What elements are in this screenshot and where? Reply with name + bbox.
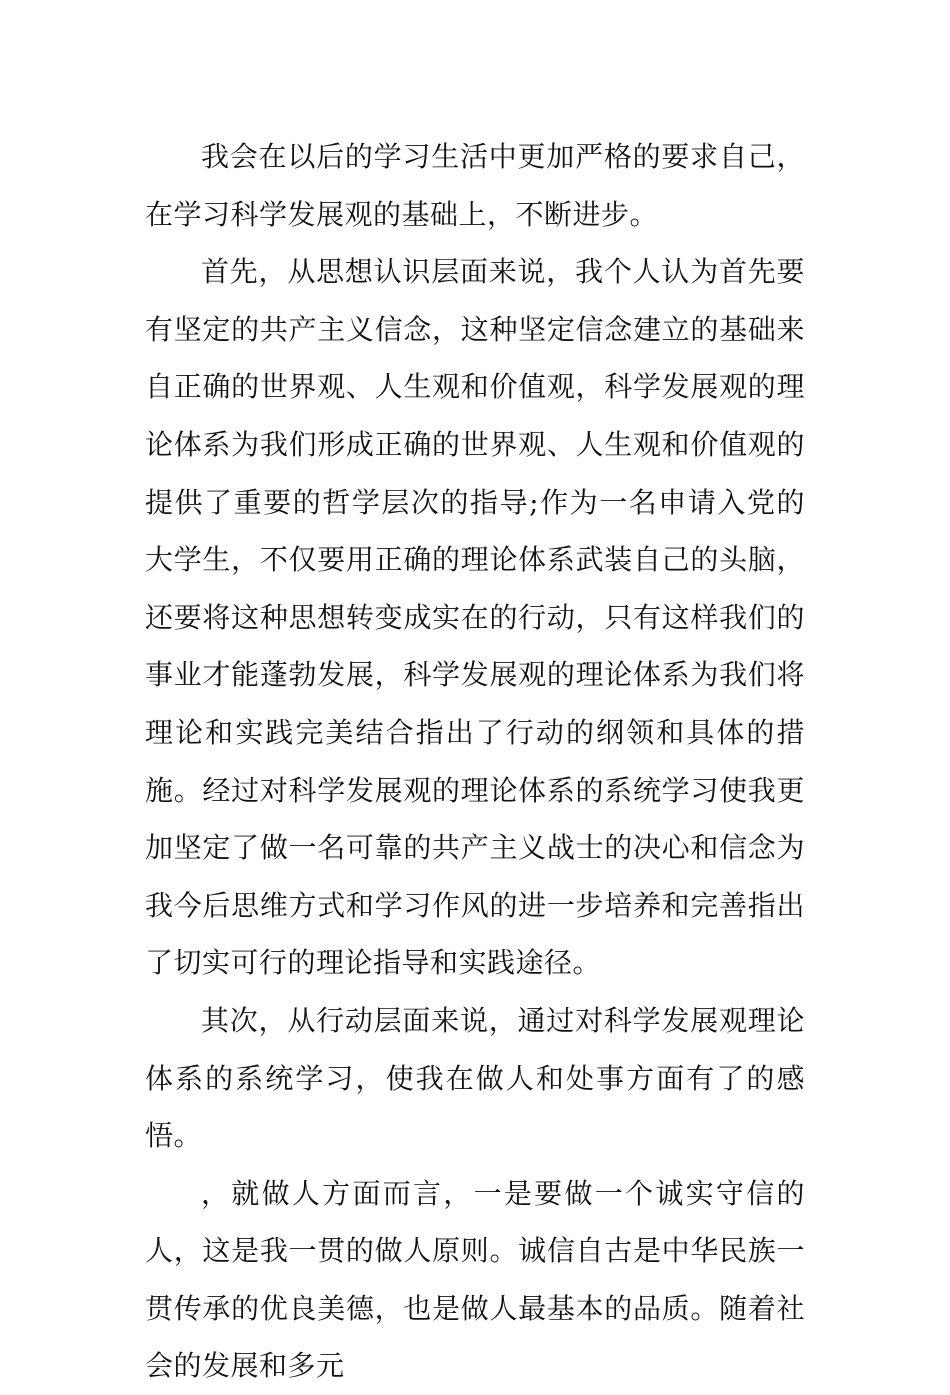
paragraph-1: 我会在以后的学习生活中更加严格的要求自己，在学习科学发展观的基础上，不断进步。 <box>145 140 805 231</box>
paragraph-2: 首先，从思想认识层面来说，我个人认为首先要有坚定的共产主义信念，这种坚定信念建立的基础来自正确的世界观、人生观和价值观，科学发展观的理论体系为我们形成正确的世界观、人生观和价值观的提供了重要的哲学层次的指导;作为一名申请入党的大学生，不仅要用正确的理论体系武装自己的头脑，还要将这种思想转变成实在的行动，只有这样我们的事业才能蓬勃发展，科学发展观的理论体系为我们将理论和实践完美结合指出了行动的纲领和具体的措施。经过对科学发展观的理论体系的系统学习使我更加坚定了做一名可靠的共产主义战士的决心和信念为我今后思维方式和学习作风的进一步培养和完善指出了切实可行的理论指导和实践途径。 <box>145 255 805 980</box>
paragraph-3: 其次，从行动层面来说，通过对科学发展观理论体系的系统学习，使我在做人和处事方面有了的感悟。 <box>145 1003 805 1153</box>
document-body <box>145 128 805 1395</box>
paragraph-4: ，就做人方面而言，一是要做一个诚实守信的人，这是我一贯的做人原则。诚信自古是中华民族一贯传承的优良美德，也是做人最基本的品质。随着社会的发展和多元 <box>145 1176 805 1383</box>
